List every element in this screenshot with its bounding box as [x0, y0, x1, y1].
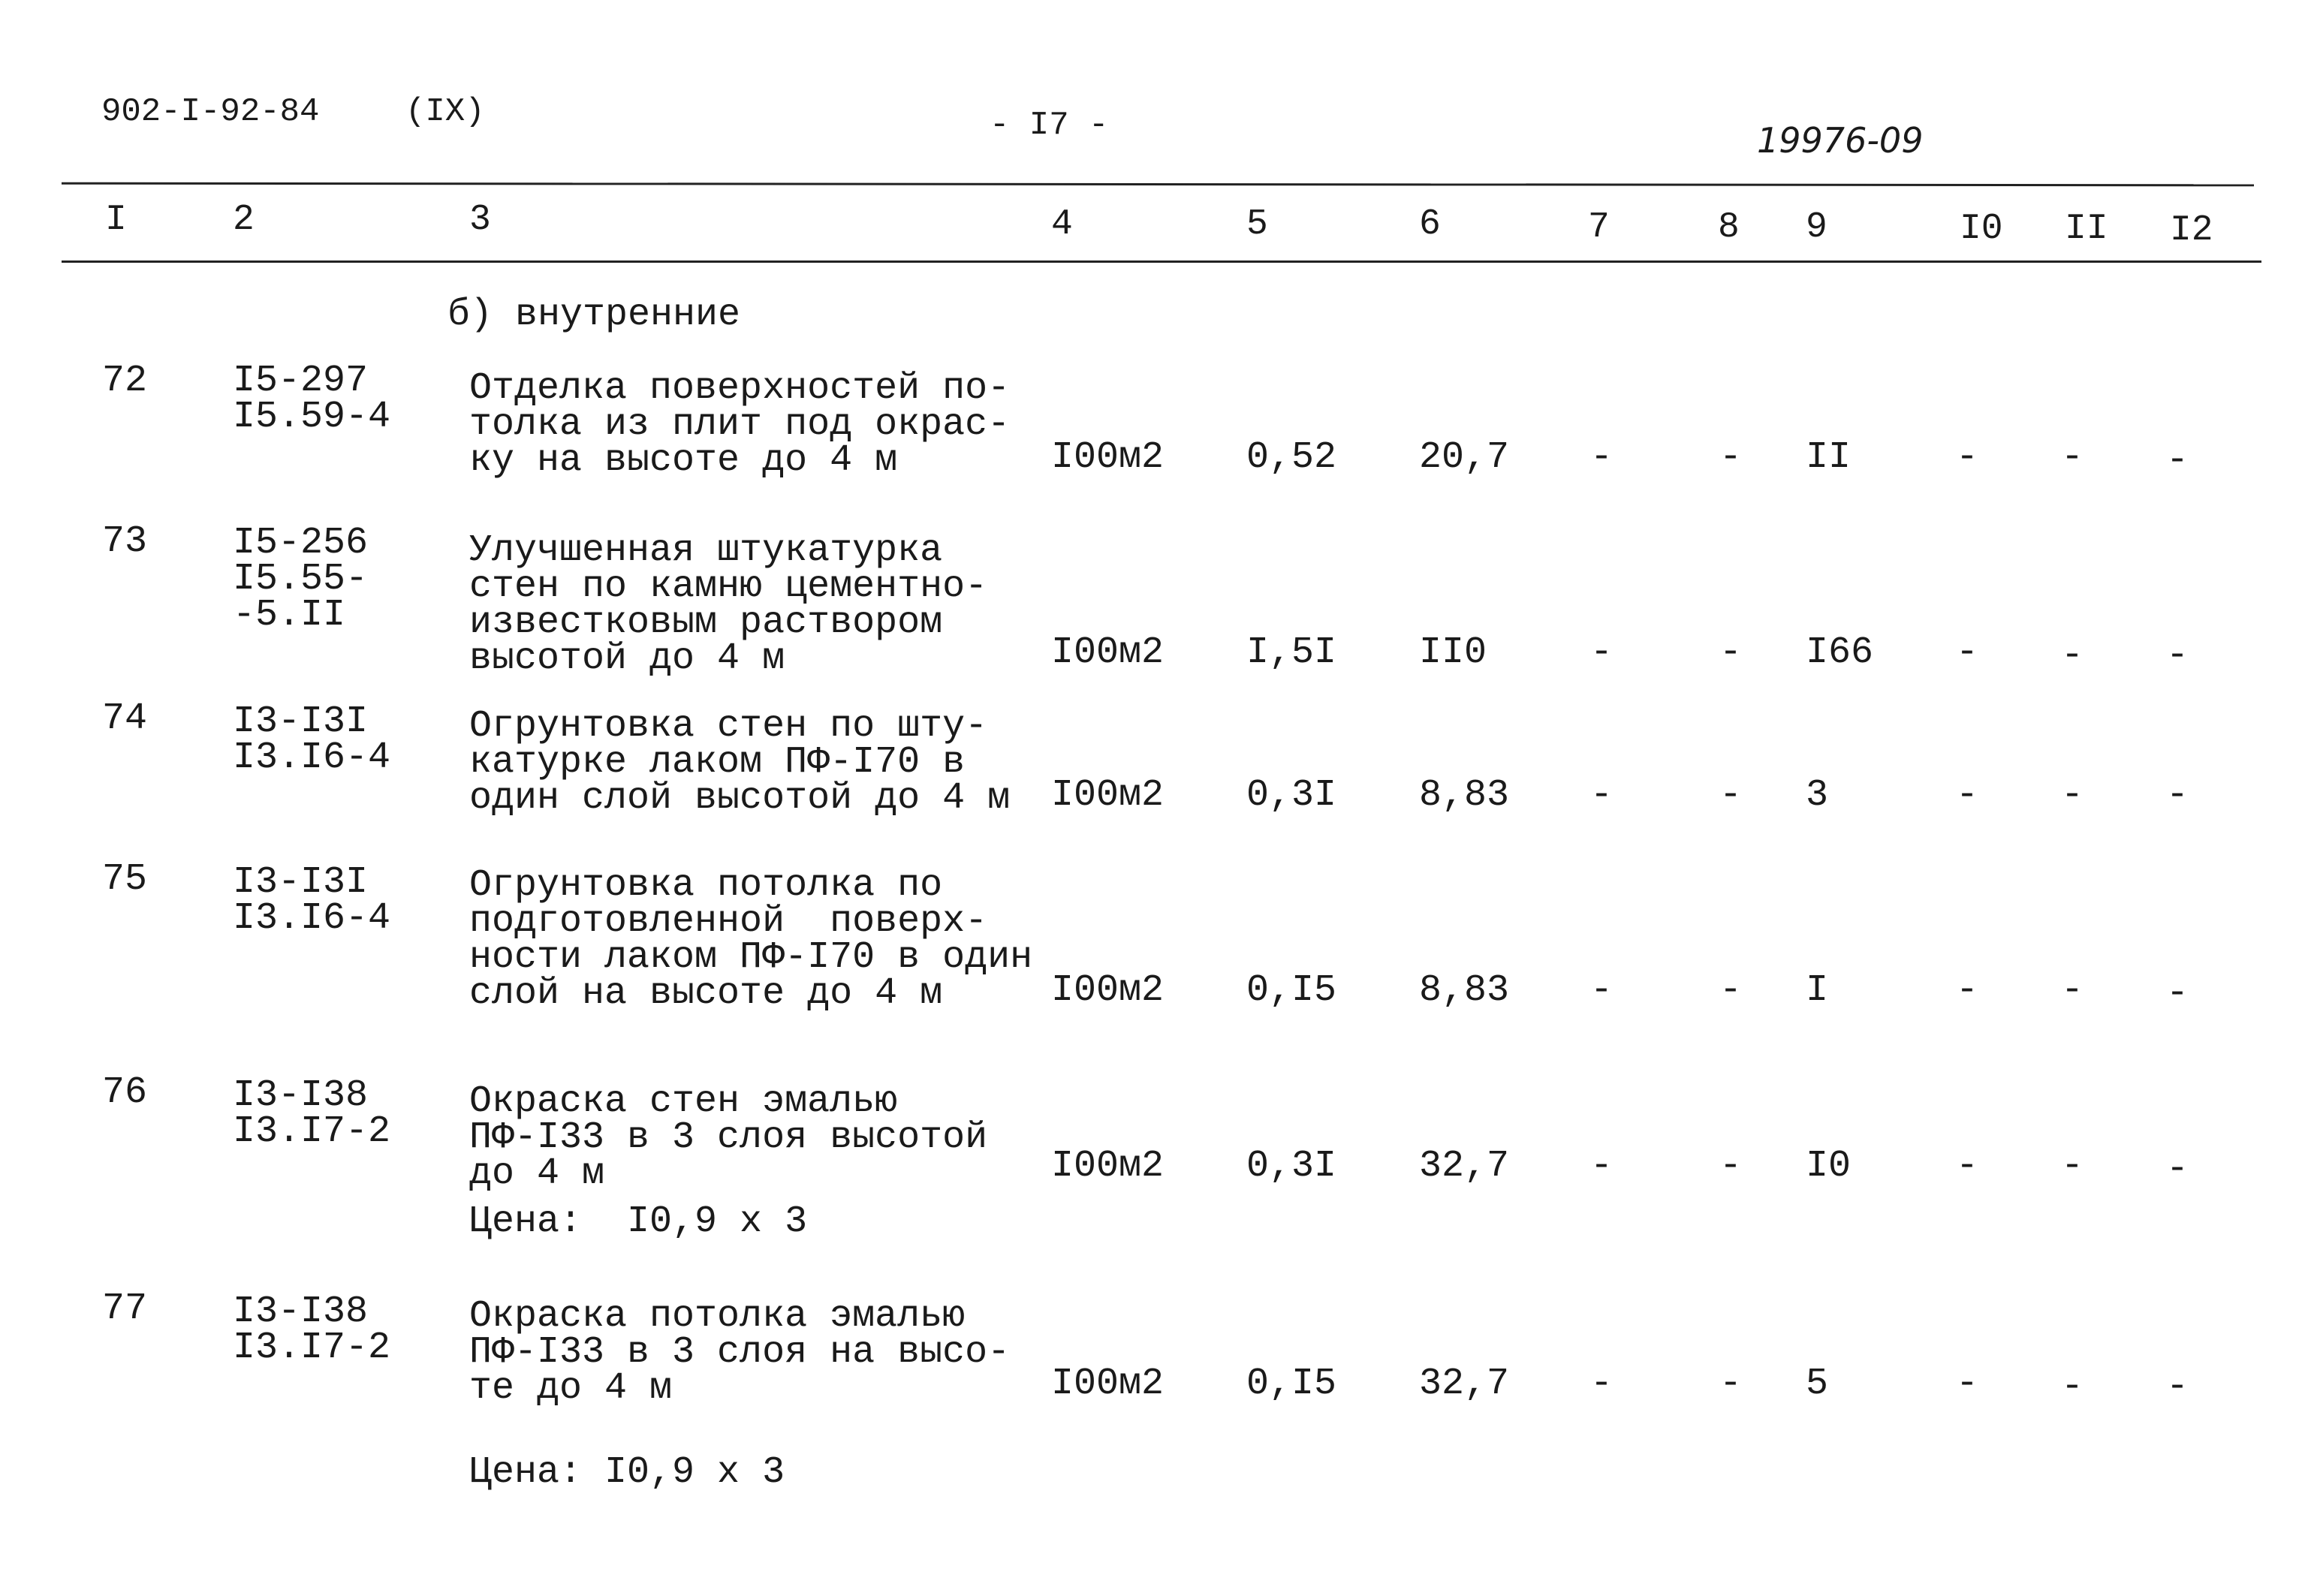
row-col11: -: [2061, 774, 2084, 817]
row-number: 77: [102, 1287, 148, 1330]
row-col7: -: [1590, 631, 1614, 674]
row-description: Окраска потолка эмалью ПФ-I33 в 3 слоя на высо- те до 4 м: [469, 1295, 1011, 1410]
col-header-4: 4: [1051, 204, 1073, 245]
col-header-7: 7: [1588, 207, 1610, 248]
row-unit: I00м2: [1051, 631, 1165, 674]
row-col10: -: [1956, 774, 1979, 817]
row-col9: 3: [1806, 774, 1829, 817]
page-number: - I7 -: [990, 107, 1109, 144]
col-header-10: I0: [1960, 209, 2003, 249]
col-header-5: 5: [1246, 204, 1268, 245]
row-col7: -: [1590, 1145, 1614, 1188]
row-price: 8,83: [1419, 969, 1510, 1012]
doc-section: (IX): [405, 93, 485, 131]
row-quantity: I,5I: [1246, 631, 1337, 674]
row-price: II0: [1419, 631, 1487, 674]
doc-code: 902-I-92-84: [101, 93, 320, 131]
row-col10: -: [1956, 1145, 1979, 1188]
inventory-number: 19976-09: [1757, 120, 1924, 161]
row-unit: I00м2: [1051, 436, 1165, 479]
row-col8: -: [1719, 969, 1743, 1012]
row-col12: -: [2166, 774, 2189, 817]
row-unit: I00м2: [1051, 969, 1165, 1012]
row-price: 32,7: [1419, 1145, 1510, 1188]
section-subheading: б) внутренние: [447, 294, 741, 336]
row-col8: -: [1719, 774, 1743, 817]
row-price-note: Цена: I0,9 х 3: [469, 1451, 785, 1494]
row-unit: I00м2: [1051, 774, 1165, 817]
row-number: 74: [102, 697, 148, 740]
row-col11: -: [2061, 1366, 2084, 1408]
row-col12: -: [2166, 972, 2189, 1015]
row-col9: I0: [1806, 1145, 1852, 1188]
row-quantity: 0,3I: [1246, 1145, 1337, 1188]
row-col10: -: [1956, 436, 1979, 479]
col-header-11: II: [2065, 209, 2108, 249]
col-header-6: 6: [1419, 204, 1441, 245]
row-code: I3-I38 I3.I7-2: [233, 1290, 391, 1369]
row-col10: -: [1956, 969, 1979, 1012]
row-code: I3-I3I I3.I6-4: [233, 700, 391, 779]
row-col8: -: [1719, 1145, 1743, 1188]
row-col12: -: [2166, 634, 2189, 677]
col-header-9: 9: [1806, 207, 1827, 248]
row-unit: I00м2: [1051, 1145, 1165, 1188]
row-description: Отделка поверхностей по- толка из плит под окрас- ку на высоте до 4 м: [469, 367, 1011, 482]
col-header-2: 2: [233, 200, 255, 240]
row-col7: -: [1590, 1363, 1614, 1405]
row-price-note: Цена: I0,9 х 3: [469, 1200, 808, 1243]
row-description: Окраска стен эмалью ПФ-I33 в 3 слоя высотой до 4 м: [469, 1080, 988, 1195]
header-top-rule: [62, 182, 2254, 187]
row-quantity: 0,3I: [1246, 774, 1337, 817]
row-col11: -: [2061, 969, 2084, 1012]
row-col9: I: [1806, 969, 1829, 1012]
col-header-8: 8: [1718, 207, 1740, 248]
row-col12: -: [2166, 439, 2189, 482]
col-header-1: I: [105, 200, 127, 240]
row-col8: -: [1719, 436, 1743, 479]
row-number: 76: [102, 1071, 148, 1114]
row-code: I3-I3I I3.I6-4: [233, 861, 391, 940]
row-quantity: 0,I5: [1246, 1363, 1337, 1405]
row-description: Огрунтовка стен по шту- катурке лаком ПФ-I70 в один слой высотой до 4 м: [469, 705, 1011, 820]
row-col7: -: [1590, 774, 1614, 817]
row-col9: 5: [1806, 1363, 1829, 1405]
row-number: 75: [102, 858, 148, 901]
col-header-12: I2: [2170, 210, 2213, 251]
row-col12: -: [2166, 1366, 2189, 1408]
row-col12: -: [2166, 1148, 2189, 1191]
row-description: Улучшенная штукатурка стен по камню цементно- известковым раствором высотой до 4 м: [469, 529, 988, 680]
row-col10: -: [1956, 1363, 1979, 1405]
row-code: I5-256 I5.55- -5.II: [233, 522, 369, 637]
row-col11: -: [2061, 436, 2084, 479]
row-col10: -: [1956, 631, 1979, 674]
header-bottom-rule: [62, 260, 2261, 263]
row-unit: I00м2: [1051, 1363, 1165, 1405]
row-col11: -: [2061, 634, 2084, 677]
row-price: 32,7: [1419, 1363, 1510, 1405]
row-code: I5-297 I5.59-4: [233, 360, 391, 438]
row-col7: -: [1590, 436, 1614, 479]
row-number: 73: [102, 520, 148, 563]
row-col7: -: [1590, 969, 1614, 1012]
row-price: 8,83: [1419, 774, 1510, 817]
row-number: 72: [102, 360, 148, 402]
row-quantity: 0,I5: [1246, 969, 1337, 1012]
row-col9: I66: [1806, 631, 1874, 674]
row-code: I3-I38 I3.I7-2: [233, 1074, 391, 1153]
row-description: Огрунтовка потолка по подготовленной поверх- ности лаком ПФ-I70 в один слой на высоте до 4 м: [469, 864, 1033, 1015]
row-quantity: 0,52: [1246, 436, 1337, 479]
row-col8: -: [1719, 1363, 1743, 1405]
col-header-3: 3: [469, 200, 491, 240]
row-col9: II: [1806, 436, 1852, 479]
row-col8: -: [1719, 631, 1743, 674]
row-price: 20,7: [1419, 436, 1510, 479]
row-col11: -: [2061, 1145, 2084, 1188]
